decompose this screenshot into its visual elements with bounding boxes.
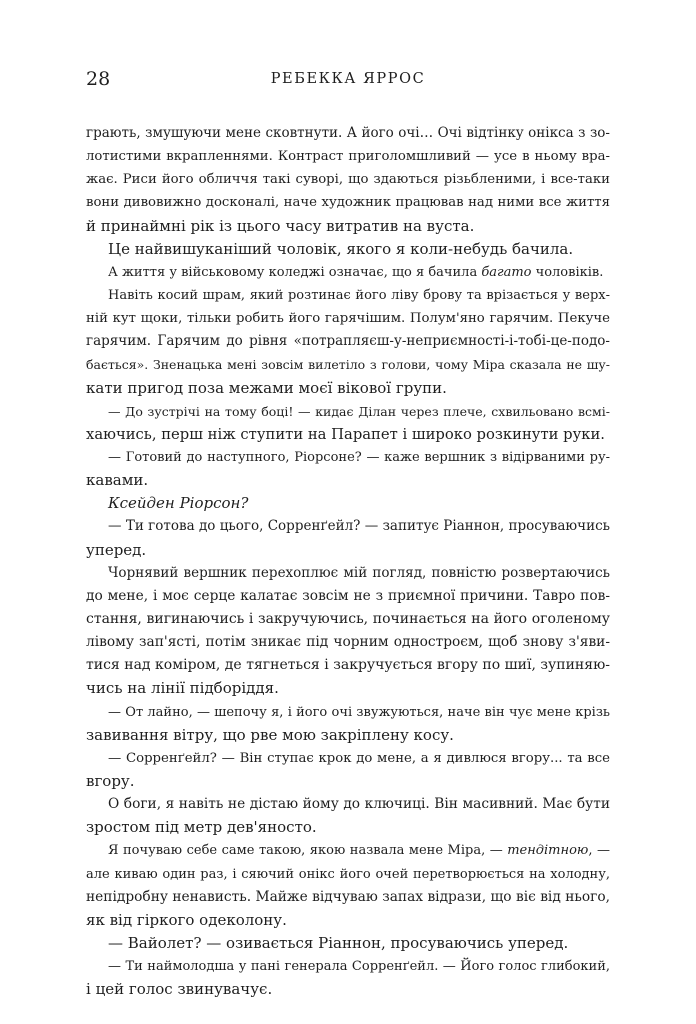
text-line: — До зустрічі на тому боці! — кидає Ділан через плече, схвильовано всмі-: [108, 403, 610, 419]
text-segment: , —: [588, 843, 610, 859]
text-line: і цей голос звинувачує.: [86, 980, 273, 999]
emphasized-word: тендітною: [507, 843, 589, 859]
text-line: Ксейден Ріорсон?: [108, 494, 249, 513]
text-line: уперед.: [86, 540, 147, 559]
text-line: гарячим. Гарячим до рівня «потрапляєш-у-неприємності-і-тобі-це-подо-: [86, 333, 610, 350]
text-line: зростом під метр дев'яносто.: [86, 818, 317, 837]
text-line: бається». Зненацька мені зовсім вилетіло з голови, чому Міра сказала не шу-: [86, 357, 610, 373]
text-segment: Я почуваю себе саме такою, якою назвала мене Міра, —: [108, 843, 508, 859]
text-line: — Ти наймолодша у пані генерала Сорренґейл. — Його голос глибокий,: [108, 959, 610, 975]
text-line: — Ти готова до цього, Сорренґейл? — запитує Ріаннон, просуваючись: [108, 518, 610, 535]
text-line: кати пригод поза межами моєї вікової групи.: [86, 378, 447, 397]
text-line: тися над коміром, де тягнеться і закручується вгору по шиї, зупиняю-: [86, 657, 610, 674]
page-number: 28: [86, 68, 111, 90]
page-header: [86, 66, 610, 96]
text-line: [86, 839, 610, 862]
text-line: Це найвишуканіший чоловік, якого я коли-небудь бачила.: [108, 239, 574, 258]
text-line: — От лайно, — шепочу я, і його очі звужуються, наче він чує мене крізь: [108, 704, 610, 720]
text-line: стання, вигинаючись і закручуючись, починається на його оголеному: [86, 610, 610, 627]
running-title: РЕБЕККА ЯРРОС: [270, 71, 426, 87]
text-line: Чорнявий вершник перехоплює мій погляд, повністю розвертаючись: [108, 564, 610, 581]
text-line: як від гіркого одеколону.: [86, 910, 287, 929]
text-line: лівому зап'ясті, потім зникає під чорним одностроєм, щоб знову з'яви-: [86, 634, 610, 651]
text-line: вгору.: [86, 771, 135, 790]
text-line: але киваю один раз, і сяючий онікс його очей перетворюється на холодну,: [86, 866, 610, 882]
text-line: ній кут щоки, тільки робить його гарячішим. Полум'яно гарячим. Пекуче: [86, 311, 610, 327]
text-line: лотистими вкрапленнями. Контраст приголомшливий — усе в ньому вра-: [86, 149, 610, 165]
text-segment: чоловіків.: [531, 264, 604, 280]
text-line: — Сорренґейл? — Він ступає крок до мене, а я дивлюся вгору... та все: [108, 750, 610, 766]
body-text: [86, 122, 610, 1001]
text-segment: А життя у військовому коледжі означає, що я бачила: [108, 264, 482, 280]
text-line: непідробну ненависть. Майже відчуваю запах відрази, що віє від нього,: [86, 888, 610, 905]
emphasized-word: багато: [481, 264, 532, 280]
text-line: вони дивовижно досконалі, наче художник працював над ними все життя: [86, 195, 610, 211]
text-line: Навіть косий шрам, який розтинає його ліву брову та врізається у верх-: [108, 287, 610, 303]
text-line: — Вайолет? — озивається Ріаннон, просуваючись уперед.: [108, 933, 569, 952]
text-line: О боги, я навіть не дістаю йому до ключиці. Він масивний. Має бути: [108, 796, 610, 813]
text-line: хаючись, перш ніж ступити на Парапет і широко розкинути руки.: [86, 425, 605, 443]
text-line: й принаймні рік із цього часу витратив на вуста.: [86, 216, 475, 235]
text-line: завивання вітру, що рве мою закріплену косу.: [86, 725, 454, 744]
text-line: жає. Риси його обличчя такі суворі, що здаються різьбленими, і все-таки: [86, 172, 610, 188]
text-line: чись на лінії підборіддя.: [86, 679, 279, 698]
text-line: кавами.: [86, 471, 149, 490]
text-line: до мене, і моє серце калатає зовсім не з приємної причини. Тавро пов-: [86, 587, 610, 604]
text-line: [86, 261, 610, 284]
text-line: грають, змушуючи мене сковтнути. А його очі… Очі відтінку онікса з зо-: [86, 125, 610, 141]
text-line: — Готовий до наступного, Ріорсоне? — каже вершник з відірваними ру-: [108, 449, 610, 465]
